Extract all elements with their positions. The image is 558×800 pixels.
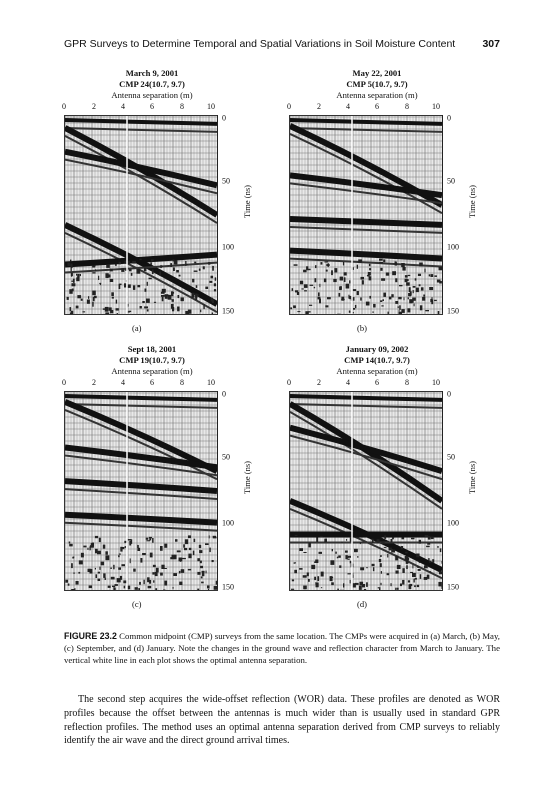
x-tick: 4 <box>121 102 125 111</box>
y-tick: 150 <box>222 306 234 316</box>
radargram <box>64 115 218 315</box>
cmp-panel-d <box>287 344 517 609</box>
cmp-panel-c <box>62 344 292 609</box>
y-axis-label: Time (ns) <box>467 185 477 218</box>
panel-date: Sept 18, 2001 <box>127 344 177 354</box>
radargram <box>289 115 443 315</box>
panel-cmp-id: CMP 24(10.7, 9.7) <box>119 79 185 89</box>
radargram <box>289 391 443 591</box>
panel-cmp-id: CMP 14(10.7, 9.7) <box>344 355 410 365</box>
x-tick: 10 <box>432 102 440 111</box>
time-axis <box>217 389 238 592</box>
figure-label: FIGURE 23.2 <box>64 631 117 641</box>
y-tick: 100 <box>447 242 459 252</box>
panel-axis-label: Antenna separation (m) <box>111 366 193 376</box>
x-tick: 8 <box>405 378 409 387</box>
x-tick: 0 <box>287 102 291 111</box>
panel-cmp-id: CMP 5(10.7, 9.7) <box>346 79 408 89</box>
panel-axis-label: Antenna separation (m) <box>336 90 418 100</box>
y-tick: 0 <box>222 389 226 399</box>
x-tick: 2 <box>317 102 321 111</box>
y-tick: 100 <box>222 242 234 252</box>
y-axis-label: Time (ns) <box>467 461 477 494</box>
y-tick: 150 <box>222 582 234 592</box>
x-tick: 2 <box>92 378 96 387</box>
y-tick: 150 <box>447 582 459 592</box>
y-tick: 50 <box>447 452 455 462</box>
x-tick: 6 <box>150 378 154 387</box>
cmp-panel-a <box>62 68 292 333</box>
panel-label: (d) <box>357 599 367 609</box>
time-axis <box>442 113 463 316</box>
x-tick: 10 <box>207 378 215 387</box>
time-axis <box>217 113 238 316</box>
x-ticks <box>287 102 469 112</box>
panel-date: May 22, 2001 <box>352 68 402 78</box>
x-tick: 8 <box>180 378 184 387</box>
x-tick: 4 <box>346 378 350 387</box>
running-title: GPR Surveys to Determine Temporal and Spatial Variations in Soil Moisture Content <box>64 38 456 50</box>
y-tick: 100 <box>222 518 234 528</box>
running-header <box>64 38 500 50</box>
x-tick: 4 <box>346 102 350 111</box>
y-tick: 50 <box>222 452 230 462</box>
panel-axis-label: Antenna separation (m) <box>111 90 193 100</box>
panel-label: (a) <box>132 323 142 333</box>
panel-axis-label: Antenna separation (m) <box>336 366 418 376</box>
x-ticks <box>287 378 469 388</box>
radargram <box>64 391 218 591</box>
y-tick: 0 <box>222 113 226 123</box>
panel-label: (b) <box>357 323 367 333</box>
x-tick: 2 <box>317 378 321 387</box>
figure-caption <box>64 630 500 666</box>
y-tick: 50 <box>222 176 230 186</box>
caption-text: Common midpoint (CMP) surveys from the same location. The CMPs were acquired in (a) March, (b) May, (c) September, and (d) January. Note the changes in the ground wave and reflection character from March to January. The vertical white line in each plot shows the optimal antenna separation. <box>64 631 500 665</box>
x-tick: 6 <box>375 102 379 111</box>
y-tick: 150 <box>447 306 459 316</box>
body-paragraph: The second step acquires the wide-offset reflection (WOR) data. These profiles are denoted as WOR profiles because the offset between the antennas is much wider than is usually used in standard GPR reflection profiles. The method uses an optimal antenna separation derived from CMP surveys to reliably identify the air wave and the direct ground arrival times. <box>64 694 500 747</box>
cmp-panel-b <box>287 68 517 333</box>
y-tick: 0 <box>447 113 451 123</box>
x-ticks <box>62 102 244 112</box>
panel-date: January 09, 2002 <box>345 344 409 354</box>
panel-cmp-id: CMP 19(10.7, 9.7) <box>119 355 185 365</box>
y-axis-label: Time (ns) <box>242 461 252 494</box>
y-axis-label: Time (ns) <box>242 185 252 218</box>
y-tick: 100 <box>447 518 459 528</box>
x-tick: 0 <box>287 378 291 387</box>
x-tick: 4 <box>121 378 125 387</box>
x-ticks <box>62 378 244 388</box>
x-tick: 10 <box>207 102 215 111</box>
y-tick: 0 <box>447 389 451 399</box>
x-tick: 8 <box>405 102 409 111</box>
x-tick: 0 <box>62 102 66 111</box>
x-tick: 8 <box>180 102 184 111</box>
x-tick: 0 <box>62 378 66 387</box>
y-tick: 50 <box>447 176 455 186</box>
x-tick: 10 <box>432 378 440 387</box>
panel-date: March 9, 2001 <box>125 68 179 78</box>
panel-label: (c) <box>132 599 142 609</box>
page-number: 307 <box>482 38 500 50</box>
x-tick: 6 <box>150 102 154 111</box>
time-axis <box>442 389 463 592</box>
x-tick: 2 <box>92 102 96 111</box>
x-tick: 6 <box>375 378 379 387</box>
